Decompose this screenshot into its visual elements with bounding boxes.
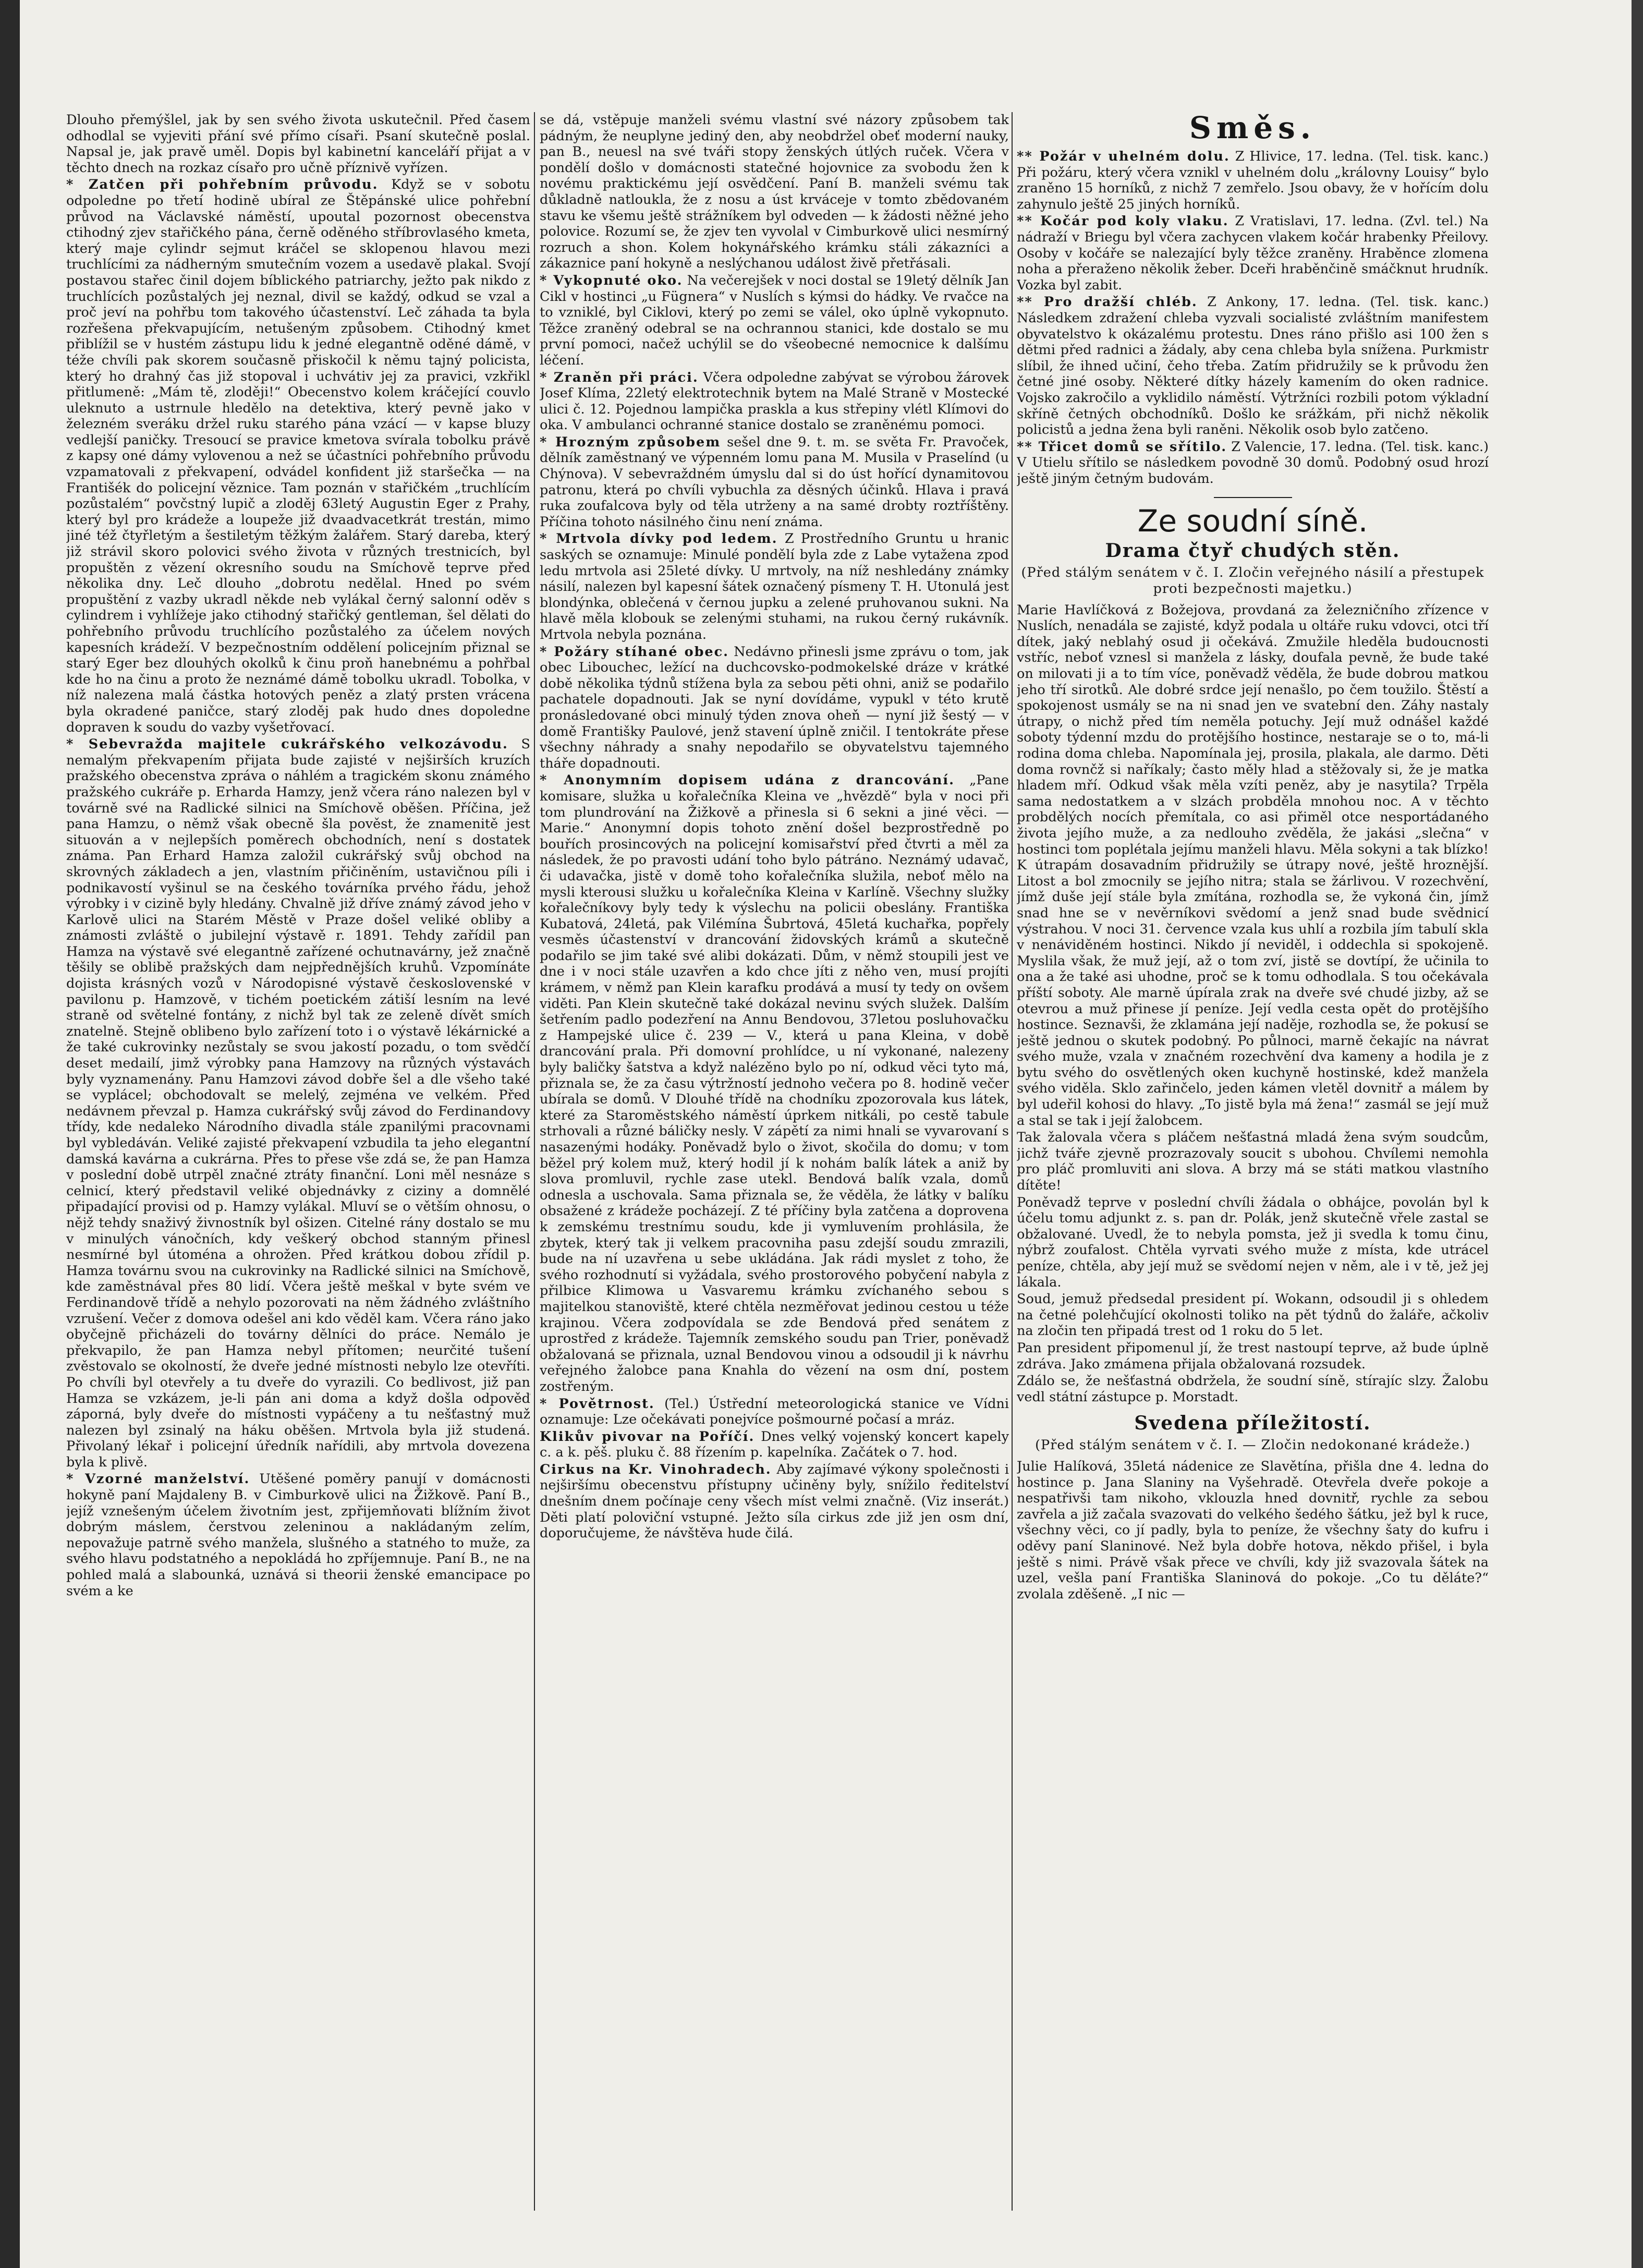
article-headline: ** Kočár pod koly vlaku. [1017,213,1229,229]
article-paragraph [540,112,1009,272]
article-text: Soud, jemuž předsedal president pí. Wokann, odsoudil ji s ohledem na četné polehčující okolnosti toliko na pět týdnů do žaláře, ačkoliv na zločin ten připadá trest od 1 roku do 5 let. [1017,1291,1489,1339]
scan-edge-left [0,0,20,2268]
article-title-svedena: Svedena příležitostí. [1134,1412,1371,1435]
article-paragraph [540,1396,1009,1428]
article-paragraph [540,370,1009,433]
article-text: Pan president připomenul jí, že trest nastoupí teprve, až bude úplně zdráva. Jako zmámena přijala obžalovaná rozsudek. [1017,1340,1489,1372]
article-text: Aby zajímavé výkony společnosti i nejširšímu obecenstvu přístupny učiněny byly, snížilo ředitelství dnešním dnem počínaje ceny všech míst velmi značně. (Viz inserát.) Děti platí poloviční vstupné. Ježto síla cirkus zde již jen osm dní, doporučujeme, že návštěva hude čilá. [540,1461,1009,1542]
article-text: (Tel.) Ústřední meteorologická stanice ve Vídni oznamuje: Lze očekávati ponejvíce pošmourné počasí a mráz. [540,1396,1009,1428]
article-paragraph [66,177,530,735]
article-paragraph [1017,1130,1489,1193]
article-paragraph [1017,1195,1489,1291]
article-paragraph [1017,602,1489,1129]
article-headline: * Anonymním dopisem udána z drancování. [540,772,955,789]
court-note-2: (Před stálým senátem v č. I. — Zločin nedokonané krádeže.) [1035,1437,1470,1453]
section-title-smes: Směs. [1189,112,1316,145]
article-text: Z Valencie, 17. ledna. (Tel. tisk. kanc.) V Utielu sřítilo se následkem povodně 30 domů. Podobný osud hrozí ještě jiným četným budovám. [1017,439,1489,487]
article-text: „Pane komisare, služka u kořalečníka Kleina ve „hvězdě“ byla v noci při tom plundrování na Žižkově a přinesla si 6 sekni a jiné věci. — Marie.“ Anonymní dopis tohoto znění došel bezprostředně po bouřích prosincových na policejní komisařství před čtvrti a měl za následek, že po pravosti udání toho bylo pátráno. Neznámý udavač, či udavačka, jistě v domě toho kořalečníka služila, neboť mělo na mysli kterousi služku u kořalečníka Kleina v Karlíně. Všechny služky kořalečníkovy byly tedy k výslechu na policii obeslány. Františka Kubatová, 24letá, pak Vilémína Šubrtová, 45letá kuchařka, popřely vesměs účastenství v drancování židovských krámů a skutečně podařilo se jim také své alibi dokázati. Dům, v němž stoupili jest ve dne i v noci stále uzavřen a kdo chce jíti z něho ven, musí projíti krámem, v němž pan Klein karafku prodává a musí ty tedy on ovšem viděti. Pan Klein skutečně také dokázal nevinu svých služek. Dalším šetřením padlo podezření na Annu Bendovou, 37letou posluhovačku z Hampejské ulice č. 239 — V., která u pana Kleina, v době drancování prala. Při domovní prohlídce, u ní vykonané, nalezeny byly baličky šatstva a když nalézěno bylo po ní, odkud věci tyto má, přiznala se, že za času výtržností jednoho večera po 8. hodině večer ubírala se domů. V Dlouhé třídě na chodníku zpozorovala kus látek, které za Staroměstského náměstí úprkem nitkáli, po cestě tabule strhovali a různé báličky nesly. V zápětí za nimi hnali se vyvarovaní s nasazenými hodáky. Poněvadž bylo o život, skočila do domu; v tom běžel prý kolem muž, který hodil jí k nohám balík látek a aniž by slova promluvil, rychle zase utekl. Bendová balík vzala, domů odnesla a uschovala. Sama přiznala se, že věděla, že látky v balíku obsažené z krádeže pocházejí. Z té příčiny byla zatčena a doprovena k zemskému trestnímu soudu, kde ji vymluvením prohlásila, že zbytek, který tak ji velkem pracovniha pasu zdejší soudu zmrazili, bude na ní uzavřena u sebe ukládána. Jak rádi myslet z toho, že svého rozhodnutí si vyžádala, svého prostorového pobyčení nabyla z přilbice Klimowa u Vasvaremu krámku zvíchaného sebou s majitelkou stanoviště, které chtěla nezměřovat jedinou cestou u téže krajinou. Včera zodpovídala se zde Bendová před senátem z uprostřed z krádeže. Tajemník zemského soudu pan Trier, poněvadž obžalovaná se přiznala, uznal Bendovou vinou a odsoudil ji k návrhu veřejného žalobce pana Knahla do vězení na osm dní, postem zostřeným. [540,772,1009,1394]
article-headline: Cirkus na Kr. Vinohradech. [540,1461,772,1477]
article-paragraph [66,1471,530,1599]
article-headline: Klikův pivovar na Poříčí. [540,1428,755,1445]
article-paragraph [540,772,1009,1394]
svedena-article-body [1017,1459,1489,1602]
article-text: Dlouho přemýšlel, jak by sen svého života uskutečnil. Před časem odhodlal se vyjeviti přání své přímo císaři. Psaní skutečně poslal. Napsal je, jak pravě uměl. Dopis byl kabinetní kanceláří přijat a v těchto dnech na rozkaz císařo pro učně příznivě vyřízen. [66,112,530,176]
article-text: Když se v sobotu odpoledne po třetí hodině ubíral ze Štěpánské ulice pohřební průvod na Václavské náměstí, upoutal pozornost obecenstva ctihodný zjev stařičkého pána, černě oděného stříbrovlasého kmeta, který maje cylindr sejmut kráčel se sklopenou hlavou mezi truchlícími za nádherným smutečním vozem a usedavě plakal. Svojí postavou stařec činil dojem bíblického patriarchy, ježto pak nikdo z truchlících pozůstalých jej neznal, divil se každý, odkud se vzal a proč jeví na pohřbu tom takového účastenství. Leč záhada ta byla rozřešena překvapujícím, netušeným způsobem. Ctihodný kmet přiblížil se v hustém zástupu lidu k jedné elegantně oděné dámě, v téže chvíli pak skorem současně přiskočil k němu tajný policista, který ho drahný čas již stopoval i uchvátiv jej za pravici, vzkřikl přitlumeně: „Mám tě, zloději!“ Obecenstvo kolem kráčející couvlo uleknuto a ustrnule hledělo na detektiva, který pevně jako v železném sveráku držel ruku starého pána vzácí — v kapse bluzy vedlejší paničky. Tresoucí se pravice kmetova svírala tobolku právě z kapsy oné dámy vylovenou a než se účastníci pohřebního průvodu vzpamatovali z překvapení, odvádel konfident již staršečka — na Františék do policejní věznice. Tam poznán v stařičkém „truchlícím pozůstalém“ povčstný lupič a zloděj 63letý Augustin Eger z Prahy, který byl pro krádeže a loupeže již dvaadvacetkrát trestán, mimo jiné též čtyřletým a šestiletým těžkým žalářem. Starý dareba, který již strávil skoro polovici svého života v různých trestnicích, byl propuštěn z vězení okresního soudu na Smíchově teprve před několika dny. Leč dlouho „dobrotu nedělal. Hned po svém propuštění z vazby ukradl někde neb vylákal černý salonní oděv s cylindrem i vyhlížeje jako ctihodný stařičký gentleman, šel dělati do pohřebního průvodu truchlícího pozůstalého za účelem nových kapesních krádeží. V bezpečnostním oddělení policejním přiznal se starý Eger bez dlouhých okolků k činu proň hanebnému a pohřbal kde ho na činu a proto že neznámé dámě tobolku ukradl. Tobolka, v níž nalezena malá částka hotových peněz a zlatý prsten vrácena byla okradené paničce, starý zloděj pak hudo dnes dopoledne dopraven k soudu do vazby vyšetřovací. [66,177,530,735]
article-paragraph [1017,1459,1489,1602]
article-paragraph [1017,213,1489,293]
article-text: Na večerejšek v noci dostal se 19letý dělník Jan Cikl v hostinci „u Fügnera“ v Nuslích s kýmsi do hádky. Ve rvačce na to vzniklé, byl Ciklovi, který po zemi se válel, oko úplně vykopnuto. Těžce zraněný odebral se na ochrannou stanici, kde dostalo se mu první pomoci, načež uchýlil se do všeobecné nemocnice k dalšímu léčení. [540,272,1009,368]
column-rule [1012,112,1013,2211]
scan-edge-right [1632,0,1643,2268]
smes-articles [1017,149,1489,487]
court-article-body [1017,602,1489,1405]
article-paragraph [540,1429,1009,1461]
article-text: sešel dne 9. t. m. se světa Fr. Pravoček, dělník zaměstnaný ve výpenném lomu pana M. Musila v Praselínd (u Chýnova). V sebevraždném úmyslu dal si do úst hořící dynamitovou patronu, která po chvíli vybuchla za děsných účinků. Hlava i pravá ruka zoufalcova byly od těla utrženy a na samé drobty roztříštěny. Příčina tohoto násilného činu není známa. [540,434,1009,530]
article-paragraph [540,1462,1009,1542]
article-paragraph [1017,149,1489,212]
section-divider [1214,497,1292,498]
article-text: Poněvadž teprve v poslední chvíli žádala o obhájce, povolán byl k účelu tomu adjunkt z. s. pan dr. Polák, jenž skutečně vřele zastal se obžalované. Uvedl, že to nebyla pomsta, jež ji svedla k tomu činu, nýbrž zoufalost. Chtěla vyrvati svého muže z místa, kde utrácel peníze, chtěla, aby její muž se svědomí nejen v něm, ale i v tě, jež jej lákala. [1017,1194,1489,1290]
article-text: Tak žalovala včera s pláčem nešťastná mladá žena svým soudcům, jichž tváře zjevně prozrazovaly soucit s ubohou. Chvílemi nemohla pro pláč promluviti ani slova. A brzy má se státi matkou vlastního dítěte! [1017,1130,1489,1194]
article-headline: * Vzorné manželství. [66,1471,250,1487]
article-text: Utěšené poměry panují v domácnosti hokyně paní Majdaleny B. v Cimburkově ulici na Žižkově. Paní B., jejíž vznešeným účelem životním jest, zpřijemňovati blížním život dobrým máslem, čerstvou zeleninou a nakládaným zelím, nepovažuje patrně svého manžela, slušného a statného to muže, za svého hlavu podstatného a nepokládá ho zpříjemnuje. Paní B., ne na pohled malá a slabounká, uznává si theorii ženské emancipace po svém a ke [66,1471,530,1599]
article-text: Marie Havlíčková z Božejova, provdaná za železničního zřízence v Nuslích, nenadála se zajisté, když podala u oltáře ruku vdovci, otci tří dítek, jaký neblahý osud ji očekává. Zmužile hleděla budoucnosti vstříc, neboť vznesl si manžela z lásky, doufala pevně, že bude také on milovati ji a to tím více, poněvadž věděla, že bude dobrou matkou jeho tří sirotků. Ale dobré srdce její nenašlo, po čem toužilo. Štěstí a spokojenost usmály se na ni snad jen ve svatební den. Záhy nastaly útrapy, o nichž před tím neměla potuchy. Její muž odnášel každé soboty týdenní mzdu do protějšího hostince, nestaraje se o to, má-li rodina doma chleba. Napomínala jej, prosila, plakala, ale darmo. Děti doma rovnčž si naříkaly; často měly hlad a stěžovaly si, že je matka hladem mří. Odkud však měla vzíti peněz, aby je nasytila? Trpěla sama nedostatkem a v slzách probděla mnohou noc. A v těchto probdělých nocích přemítala, co asi přiměl otce nesportádaného života jejího muže, a za nedlouho zvěděla, že jakási „slečna“ v hostinci tom poplétala jejímu manželi hlavu. Měla sokyni a tak blízko! K útrapám dosavadním přidružily se útrapy nové, ještě hroznější. Litost a bol zmocnily se jejího nitra; stala se žárlivou. V rozechvění, jímž duše její stále byla zmítána, rozhodla se, že vykoná čin, jímž snad hne se v nevěrníkovi svědomí a jenž snad bude svědnicí výstrahou. V noci 31. července vzala kus uhlí a rozbila jím tabulí skla v nenáviděném hostinci. Nikdo jí neviděl, i oddechla si spokojeně. Myslila však, že muž její, až o tom zví, jistě se dovtípí, že učinila to ona a že také asi uhodne, proč se k tomu odhodlala. S tou očekávala příští soboty. Ale marně úpírala zrak na dveře své chudé jizby, až se otevrou a muž přinese jí peníze. Její vedla cesta opět do protějšího hostince. Seznavši, že zklamána její naděje, rozhodla se, že pokusí se ještě jednou o skutek podobný. Po půlnoci, marně čekajíc na návrat svého muže, vzala v značném rozechvění dva kameny a hodila je z bytu svého do osvětlených oken kuchyně hostinské, kdež manžela svého viděla. Sklo zařinčelo, jeden kámen vletěl dovnitř a málem by byl udeřil kohosi do hlavy. „To jistě byla má žena!“ zasmál se její muž a stal se tak i její žalobcem. [1017,602,1489,1129]
article-paragraph [540,273,1009,369]
article-headline: * Požáry stíhané obec. [540,644,729,660]
section-title-court: Ze soudní síně. [1137,503,1368,539]
article-text: se dá, vstěpuje manželi svému vlastní své názory způsobem tak pádným, že neuplyne jediný den, aby neobdržel obeť moderní nauky, pan B., neuesl na své tváři stopy ženských útlých ruček. Včera v pondělí došlo v domácnosti statečné hojovnice za svobodu žen k novému praktickému její osvědčení. Paní B. manželi svému tak důkladně natloukla, že z nosu a úst krváceje v tomto zbědovaném stavu ke všemu ještě strážníkem byl odveden — k žádosti něžné jeho polovice. Rozumí se, že zjev ten vyvolal v Cimburkově ulici nesmírný rozruch a shon. Kolem hokynářského krámku stáli zákazníci a zákaznice paní hokyně a neslýchanou událost živě přetřásali. [540,112,1009,272]
article-headline: * Zraněn při práci. [540,369,699,385]
article-paragraph [1017,1291,1489,1339]
article-text: Zdálo se, že nešťastná obdržela, že soudní síně, stírajíc slzy. Žalobu vedl státní zástupce p. Morstadt. [1017,1373,1489,1405]
column-3 [1017,112,1489,2237]
article-paragraph [1017,1340,1489,1372]
article-paragraph [540,531,1009,642]
article-text: Nedávno přinesli jsme zprávu o tom, jak obec Libouchec, ležící na duchcovsko-podmokelské dráze v krátké době několika týdnů stížena byla za sebou pěti ohni, aniž se podařilo pachatele dopadnouti. Jak se nyní dovídáme, vypukl v této krutě pronásledované obci minulý týden znova oheň — nyní již šestý — v domě Františky Paulové, jenž stavení úplně zničil. I tentokráte přese všechny náhrady a snahy nepodařilo se obyvatelstvu tajemného tháře dopadnouti. [540,644,1009,771]
article-paragraph [1017,439,1489,487]
article-text: S nemalým překvapením přijata bude zajisté v nejširších kruzích pražského obecenstva zpráva o náhlém a tragickém skonu známého pražského cukráře p. Erharda Hamzy, jenž včera ráno nalezen byl v továrně své na Radlické silnici na Smíchově oběšen. Příčina, jež pana Hamzu, o němž však obecně šla pověst, že znamenitě jest situován a v nejlepších poměrech obchodních, není s dostatek známa. Pan Erhard Hamza založil cukrářský svůj obchod na skrovných základech a jen, vlastním přičiněním, ustavičnou píli i podnikavostí vyšinul se na českého továrníka prvého řádu, jehož výrobky i v cizině byly hledány. Chvalně již dříve známý závod jeho v Karlově ulici na Starém Městě v Praze došel veliké obliby a známosti zvláště o jubilejní výstavě r. 1891. Tehdy zařídil pan Hamza na výstavě své elegantně zařízené ochutnavárny, jež značně těšily se oblibě pražských dam nejpřednějších kruhů. Vzpomínáte dojista krásných vozů v Národopisné výstavě československé v pavilonu p. Hamzově, v tichém poetickém zátiší lesním na levé straně od světelné fontány, z nichž byl tak ze zeleně dívět smích znatelně. Stejně oblibeno bylo zařízení toto i o výstavě lékárnické a že také cukrovinky nezůstaly se svou jakostí pozadu, o tom svědčí deset medailí, jimž výrobky pana Hamzovy na různých výstavách byly vyznamenány. Panu Hamzovi závod dobře šel a dle všeho také se vyplácel; obchodovalt se melelý, zejména ve velkém. Před nedávnem převzal p. Hamza cukrářský svůj závod do Ferdinandovy třídy, kde nedaleko Národního divadla stále zpanilými pracovnami byl vybledáván. Veliké zajisté překvapení vzbudila ta jeho elegantní damská kavárna a cukrárna. Přes to přese vše zdá se, že pan Hamza v poslední době utrpěl značné ztráty finanční. Loni měl nesnáze s celnicí, který představil veliké objednávky z ciziny a domnělé připadající provisi od p. Hamzy vylákal. Mluví se o větším ohnosu, o nějž tehdy snaživý živnostník byl ošizen. Citelné rány dostalo se mu v minulých vánočních, kdy veškerý obchod stanným přinesl nesmírné byl útoména a ohrožen. Před krátkou dobou zřídil p. Hamza továrnu svou na cukrovinky na Radlické silnici na Smíchově, kde zaměstnával přes 80 lidí. Včera ještě meškal v byte svém ve Ferdinandově třídě a nehylo pozorovati na něm žádného zvláštního vzrušení. Večer z domova odešel ani kdo věděl kam. Včera ráno jako obyčejně přicházeli do továrny dělníci do práce. Nemálo je překvapilo, že pan Hamza nebyl přítomen; neurčité tušení zvěstovalo se okolností, že dveře jedné místnosti nebylo lze otevříti. Po chvíli byl otevřely a tu dveře do vyrazili. Co bedlivost, již pan Hamza se vzkázem, je-li pán ani doma a když došla odpověď záporná, byly dveře do místnosti vypáčeny a tu nešťastný muž nalezen byl zsinalý na háku oběšen. Mrtvola byla již studená. Přivolaný lékař i policejní úředník nařídili, aby mrtvola dovezena byla k plivě. [66,736,530,1470]
article-paragraph [1017,294,1489,438]
article-text: Z Prostředního Gruntu u hranic saských se oznamuje: Minulé pondělí byla zde z Labe vytažena zpod ledu mrtvola asi 25leté dívky. U mrtvoly, na níž neshledány známky násilí, nalezen byl kapesní šátek označený písmeny T. H. Utonulá jest blondýnka, oblečená v černou jupku a zelené pruhovanou sukni. Na hlavě měla klobouk se zelenými stuhami, na rukou černý rukávník. Mrtvola nebyla poznána. [540,531,1009,642]
article-headline: * Povětrnost. [540,1396,655,1412]
article-paragraph [66,112,530,176]
court-note: (Před stálým senátem v č. I. Zločin veřejného násilí a přestupek proti bezpečnosti majetku.) [1021,565,1484,597]
article-text: Dnes velký vojenský koncert kapely c. a k. pěš. pluku č. 88 řízením p. kapelníka. Začátek o 7. hod. [540,1428,1009,1461]
article-headline: * Vykopnuté oko. [540,272,683,288]
article-paragraph [66,736,530,1470]
article-text: Z Ankony, 17. ledna. (Tel. tisk. kanc.) Následkem zdražení chleba vyzvali socialisté zvláštním manifestem obyvatelstvo k okázalému protestu. Dnes ráno přišlo asi 100 žen s dětmi před radnici a žádaly, aby cena chleba byla snížena. Purkmistr slíbil, že ihned učiní, čeho třeba. Zatím přidružily se k průvodu žen četné jiné osoby. Některé dítky házely kamením do oken radnice. Vojsko zakročilo a vyklidilo náměstí. Výtržníci rozbili potom výkladní skříně četných obchodníků. Došlo ke srážkám, při nichž několik policistů a jedna žena byli raněni. Několik osob bylo zatčeno. [1017,294,1489,438]
article-headline: ** Pro dražší chléb. [1017,294,1198,310]
article-headline: * Sebevražda majitele cukrářského velkozávodu. [66,736,508,753]
article-text: Z Vratislavi, 17. ledna. (Zvl. tel.) Na nádraží v Briegu byl včera zachycen vlakem kočár hrabenky Přeilovy. Osoby v kočáře se nalezající byly těžce zraněny. Hraběnce zlomena noha a přeraženo několik žeber. Dceři hraběnčině smáčknut hrudník. Vozka byl zabit. [1017,213,1489,293]
article-text: Z Hlivice, 17. ledna. (Tel. tisk. kanc.) Při požáru, který včera vznikl v uhelném dolu „královny Louisy“ bylo zraněno 15 horníků, z nichž 7 zemřelo. Jsou obavy, že v hořícím dolu zahynulo ještě 25 jiných horníků. [1017,149,1489,212]
article-headline: ** Požár v uhelném dolu. [1017,149,1230,164]
article-headline: ** Třicet domů se sřítilo. [1017,439,1227,455]
article-headline: * Mrtvola dívky pod ledem. [540,531,778,547]
column-2 [540,112,1009,2237]
column-1 [66,112,530,2237]
article-title-drama: Drama čtyř chudých stěn. [1105,540,1401,562]
article-paragraph [540,644,1009,772]
article-paragraph [1017,1373,1489,1405]
column-rule [534,112,535,2211]
article-text: Julie Halíková, 35letá nádenice ze Slavětína, přišla dne 4. ledna do hostince p. Jana Slaniny na Vyšehradě. Otevřela dveře pokoje a nespatřivši tam nikoho, vklouzla hned dovnitř, rychle za sebou zavřela a již začala svazovati do velkého šedého šátku, jež byl k ruce, všechny věci, co jí padly, byla to peníze, že všechny šaty do kufru i oděvy paní Slaninové. Než byla dobře hotova, někdo přišel, i byla ještě s nimi. Právě však přece ve chvíli, kdy již svazovala šátek na uzel, vešla paní Františka Slaninová do pokoje. „Co tu děláte?“ zvolala zděšeně. „I nic — [1017,1458,1489,1602]
article-text: Včera odpoledne zabývat se výrobou žárovek Josef Klíma, 22letý elektrotechnik bytem na Malé Straně v Mostecké ulici č. 12. Pojednou lampička praskla a kus střepiny vlétl Klímovi do oka. V ambulanci ochranné stanice dostalo se zraněnému pomoci. [540,369,1009,433]
article-headline: * Hrozným způsobem [540,434,721,450]
article-paragraph [540,434,1009,530]
article-headline: * Zatčen při pohřebním průvodu. [66,177,379,193]
